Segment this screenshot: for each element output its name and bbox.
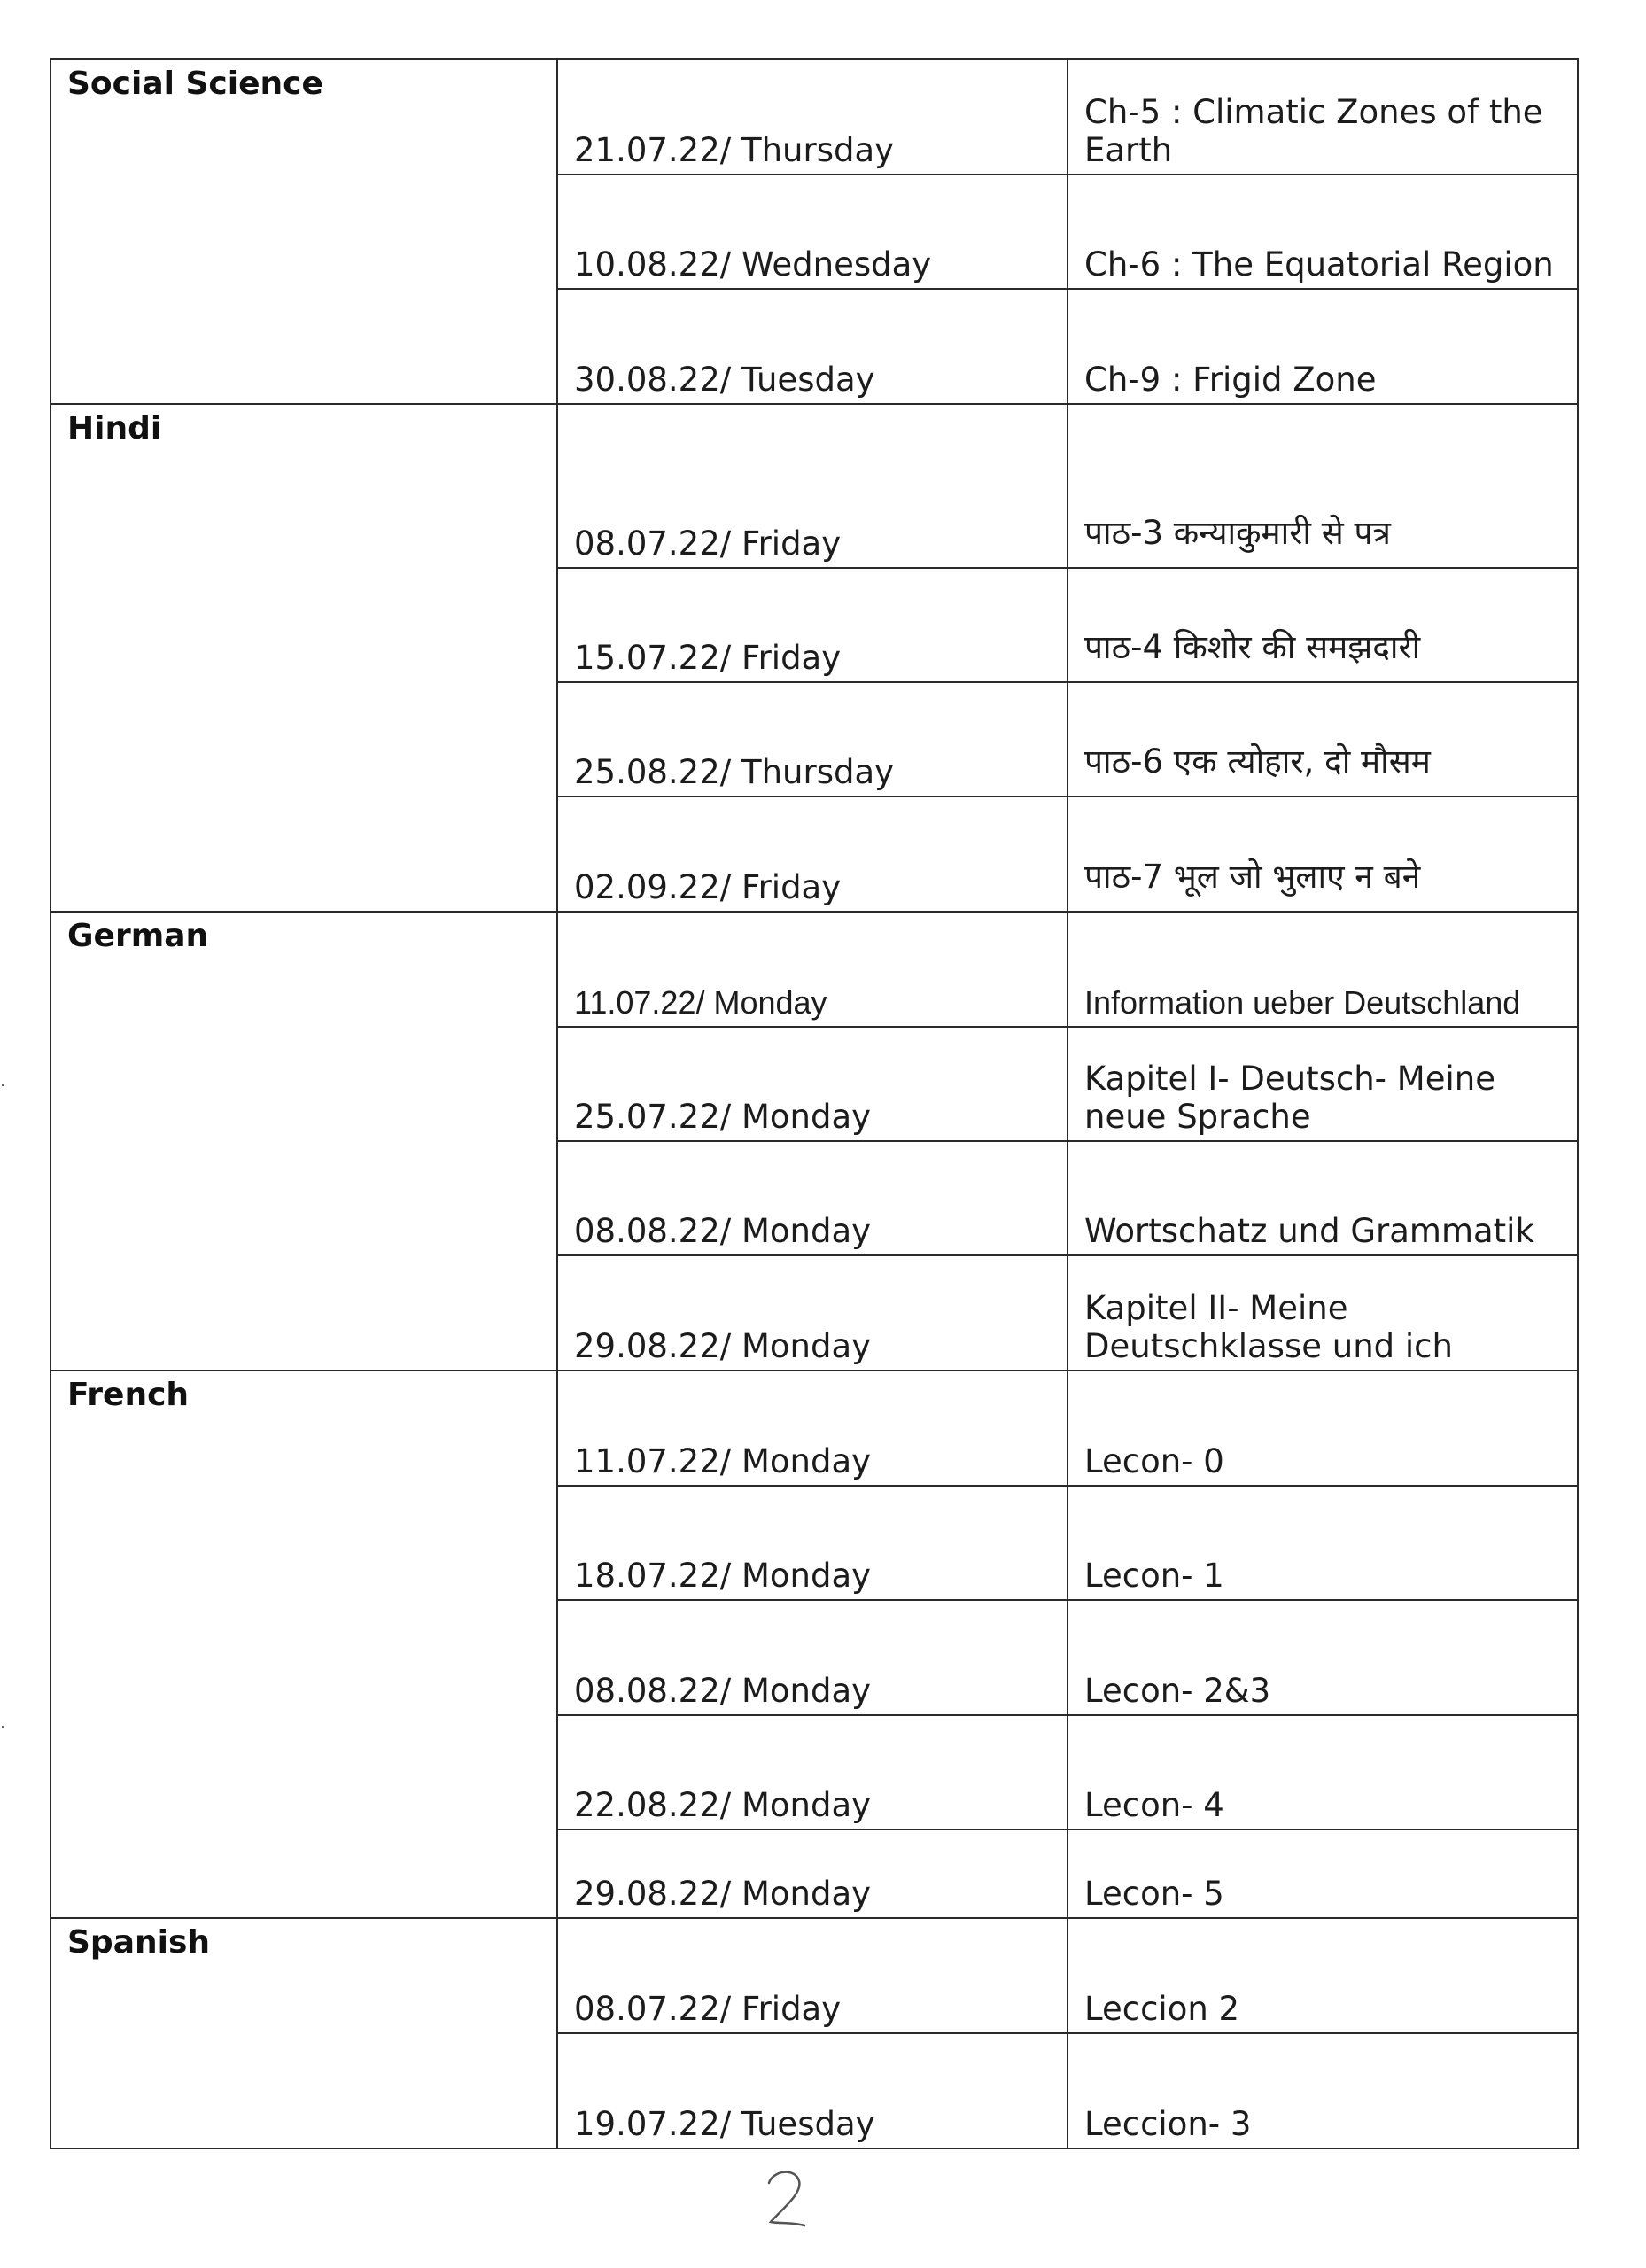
table-horizontal-rule — [556, 1599, 1579, 1601]
table-vertical-rule — [1577, 58, 1579, 2149]
table-horizontal-rule — [50, 2148, 1579, 2149]
schedule-topic: Kapitel I- Deutsch- Meine — [1084, 1060, 1495, 1098]
schedule-date: 11.07.22/ Monday — [574, 1442, 872, 1480]
schedule-topic: Lecon- 2&3 — [1084, 1672, 1271, 1710]
table-vertical-rule — [556, 58, 558, 2149]
schedule-topic: पाठ-3 कन्याकुमारी से पत्र — [1084, 514, 1391, 552]
schedule-date: 21.07.22/ Thursday — [574, 131, 895, 169]
schedule-date: 11.07.22/ Monday — [574, 984, 827, 1021]
table-vertical-rule — [1067, 58, 1068, 2149]
schedule-topic: Leccion- 3 — [1084, 2105, 1252, 2143]
table-horizontal-rule — [556, 1140, 1579, 1142]
table-horizontal-rule — [556, 681, 1579, 683]
schedule-topic: पाठ-6 एक त्योहार, दो मौसम — [1084, 742, 1431, 781]
schedule-date: 08.08.22/ Monday — [574, 1672, 872, 1710]
schedule-date: 08.07.22/ Friday — [574, 524, 842, 563]
schedule-topic: Lecon- 1 — [1084, 1557, 1224, 1595]
schedule-topic: neue Sprache — [1084, 1098, 1311, 1136]
subject-name: Social Science — [67, 66, 323, 102]
subject-name: Spanish — [67, 1924, 211, 1961]
table-vertical-rule — [50, 58, 51, 2149]
schedule-topic: Lecon- 4 — [1084, 1786, 1224, 1824]
schedule-date: 25.07.22/ Monday — [574, 1098, 872, 1136]
schedule-topic: Kapitel II- Meine — [1084, 1289, 1348, 1327]
schedule-topic: Information ueber Deutschland — [1084, 984, 1521, 1021]
schedule-date: 02.09.22/ Friday — [574, 868, 842, 906]
schedule-date: 08.08.22/ Monday — [574, 1212, 872, 1250]
schedule-topic: Earth — [1084, 131, 1173, 169]
schedule-topic: Ch-6 : The Equatorial Region — [1084, 245, 1554, 284]
handwritten-page-number — [760, 2163, 813, 2234]
schedule-topic: पाठ-7 भूल जो भुलाए न बने — [1084, 858, 1421, 896]
table-horizontal-rule — [556, 174, 1579, 175]
table-horizontal-rule — [556, 1026, 1579, 1028]
schedule-date: 15.07.22/ Friday — [574, 639, 842, 677]
table-horizontal-rule — [556, 1829, 1579, 1830]
schedule-date: 22.08.22/ Monday — [574, 1786, 872, 1824]
schedule-topic: Ch-5 : Climatic Zones of the — [1084, 93, 1543, 131]
table-horizontal-rule — [50, 58, 1579, 60]
schedule-date: 29.08.22/ Monday — [574, 1875, 872, 1913]
scan-mark — [2, 1726, 4, 1728]
subject-name: Hindi — [67, 410, 162, 447]
schedule-date: 10.08.22/ Wednesday — [574, 245, 932, 284]
schedule-topic: Deutschklasse und ich — [1084, 1327, 1453, 1365]
schedule-date: 29.08.22/ Monday — [574, 1327, 872, 1365]
schedule-date: 19.07.22/ Tuesday — [574, 2105, 875, 2143]
table-horizontal-rule — [556, 288, 1579, 290]
table-horizontal-rule — [50, 403, 1579, 405]
schedule-date: 30.08.22/ Tuesday — [574, 361, 875, 399]
schedule-topic: पाठ-4 किशोर की समझदारी — [1084, 628, 1421, 666]
subject-name: German — [67, 918, 209, 954]
table-horizontal-rule — [556, 2032, 1579, 2034]
table-horizontal-rule — [556, 567, 1579, 569]
table-horizontal-rule — [556, 796, 1579, 797]
schedule-topic: Leccion 2 — [1084, 1990, 1240, 2028]
schedule-topic: Wortschatz und Grammatik — [1084, 1212, 1534, 1250]
table-horizontal-rule — [556, 1485, 1579, 1487]
schedule-date: 18.07.22/ Monday — [574, 1557, 872, 1595]
schedule-topic: Lecon- 0 — [1084, 1442, 1224, 1480]
schedule-topic: Ch-9 : Frigid Zone — [1084, 361, 1377, 399]
table-horizontal-rule — [556, 1254, 1579, 1256]
table-horizontal-rule — [50, 1370, 1579, 1371]
schedule-date: 25.08.22/ Thursday — [574, 753, 895, 791]
subject-name: French — [67, 1377, 190, 1413]
schedule-topic: Lecon- 5 — [1084, 1875, 1224, 1913]
scan-mark — [2, 1084, 4, 1086]
table-horizontal-rule — [50, 1917, 1579, 1919]
schedule-date: 08.07.22/ Friday — [574, 1990, 842, 2028]
table-horizontal-rule — [556, 1714, 1579, 1716]
table-horizontal-rule — [50, 911, 1579, 913]
